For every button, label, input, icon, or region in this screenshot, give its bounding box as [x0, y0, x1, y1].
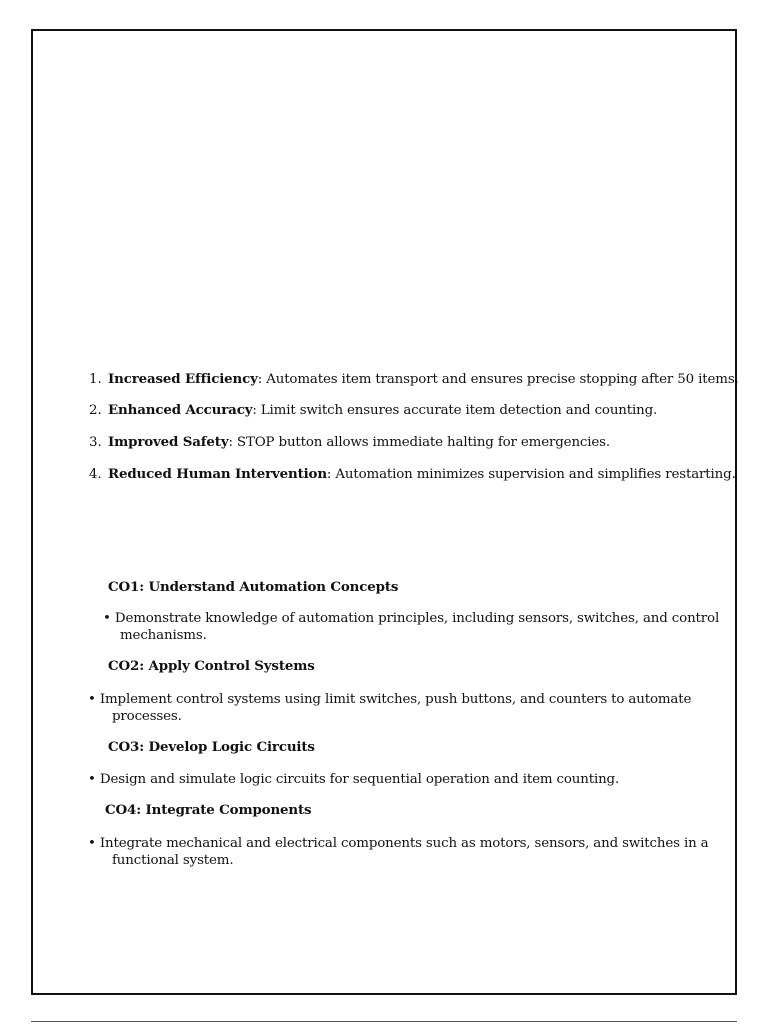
benefit-line	[108, 371, 739, 388]
outcome-text: Implement control systems using limit switches, push buttons, and counters to automate	[99, 692, 692, 707]
benefit-text: : Automation minimizes supervision and simplifies restarting.	[326, 467, 736, 482]
outcome-text: Design and simulate logic circuits for sequential operation and item counting.	[99, 772, 620, 787]
benefit-text: : STOP button allows immediate halting for emergencies.	[228, 435, 611, 450]
list-number: 2.	[89, 403, 102, 418]
benefit-title: Reduced Human Intervention	[108, 466, 327, 482]
outcome-heading: CO2: Apply Control Systems	[108, 658, 315, 674]
benefit-line	[108, 434, 610, 451]
outcome-bullet-line	[88, 691, 691, 708]
benefit-title: Improved Safety	[108, 434, 229, 450]
benefit-title: Enhanced Accuracy	[108, 402, 253, 418]
outcome-text-continued: mechanisms.	[120, 628, 207, 643]
outcome-heading: CO1: Understand Automation Concepts	[108, 579, 399, 595]
list-number: 3.	[89, 435, 102, 450]
outcome-heading: CO4: Integrate Components	[105, 802, 312, 818]
outcome-heading: CO3: Develop Logic Circuits	[108, 739, 315, 755]
outcome-text-continued: processes.	[112, 709, 182, 724]
bullet-icon: •	[103, 611, 111, 626]
list-number: 4.	[89, 467, 102, 482]
outcome-bullet-line	[103, 610, 719, 627]
bullet-icon: •	[88, 692, 96, 707]
list-number: 1.	[89, 372, 102, 387]
benefit-line	[108, 402, 657, 419]
bullet-icon: •	[88, 836, 96, 851]
outcome-bullet-line	[88, 835, 709, 852]
benefit-line	[108, 466, 736, 483]
outcome-text: Demonstrate knowledge of automation principles, including sensors, switches, and control	[114, 611, 720, 626]
outcome-bullet-line	[88, 771, 619, 788]
outcome-text: Integrate mechanical and electrical components such as motors, sensors, and switches in a	[99, 836, 709, 851]
benefit-text: : Automates item transport and ensures precise stopping after 50 items.	[257, 372, 739, 387]
benefit-text: : Limit switch ensures accurate item detection and counting.	[252, 403, 658, 418]
bottom-rule	[31, 1021, 737, 1022]
outcome-text-continued: functional system.	[112, 853, 234, 868]
bullet-icon: •	[88, 772, 96, 787]
benefit-title: Increased Efficiency	[108, 371, 258, 387]
